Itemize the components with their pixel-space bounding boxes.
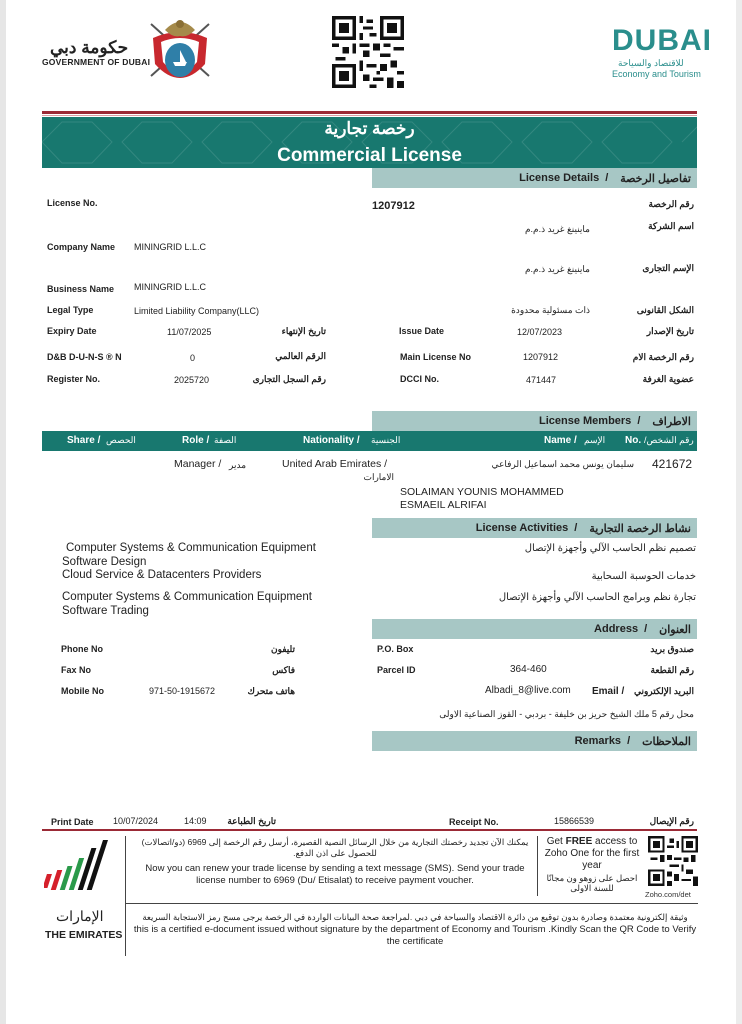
- license-qr-code-icon: [332, 16, 404, 88]
- parcel-value: 364-460: [510, 664, 547, 675]
- duns-label: D&B D-U-N-S ® N: [47, 352, 122, 362]
- the-emirates-logo-icon: [44, 840, 114, 900]
- po-box-label: P.O. Box: [377, 644, 414, 654]
- members-table-header: [42, 431, 697, 451]
- page-edge-right: [736, 0, 742, 1024]
- expiry-date-label: Expiry Date: [47, 326, 97, 336]
- company-name-label: Company Name: [47, 242, 116, 252]
- section-separator: /: [627, 735, 631, 747]
- register-no-value: 2025720: [174, 375, 210, 385]
- license-no-value: 1207912: [372, 200, 415, 212]
- phone-ar: تليفون: [270, 644, 295, 654]
- member-nationality-ar: الامارات: [363, 472, 394, 482]
- license-no-ar: رقم الرخصة: [648, 199, 694, 209]
- mobile-value: 971-50-1915672: [149, 686, 216, 696]
- section-address: [372, 619, 697, 639]
- section-title-en: License Members: [538, 415, 632, 427]
- legal-type-value: Limited Liability Company(LLC): [134, 306, 260, 316]
- col-share-en: Share /: [67, 435, 101, 446]
- mobile-ar: هاتف متحرك: [247, 686, 295, 696]
- col-name-ar: الإسم: [584, 435, 606, 445]
- parcel-label: Parcel ID: [377, 665, 416, 675]
- business-name-value-ar: ماينينغ غريد ذ.م.م: [524, 264, 590, 274]
- fax-ar: فاكس: [272, 665, 295, 675]
- company-name-value-ar: ماينينغ غريد ذ.م.م: [524, 224, 590, 234]
- main-license-value: 1207912: [523, 352, 559, 362]
- expiry-date-ar: تاريخ الإنتهاء: [281, 326, 326, 336]
- receipt-label: Receipt No.: [449, 817, 499, 827]
- col-no-en: No.: [625, 435, 642, 446]
- member-name-en-line1: SOLAIMAN YOUNIS MOHAMMED: [400, 486, 564, 498]
- zoho-offer-arabic: احصل على زوهو ون مجانًا للسنة الاولى: [546, 873, 638, 893]
- section-title-ar: الاطراف: [652, 415, 691, 428]
- dubai-emblem-icon: [145, 16, 215, 88]
- footer-horizontal-divider: [126, 903, 698, 904]
- gov-dubai-english: GOVERNMENT OF DUBAI: [42, 57, 151, 67]
- header-divider-thin: [42, 115, 697, 116]
- company-name-ar: اسم الشركة: [648, 221, 694, 231]
- section-title-en: License Details: [519, 172, 600, 184]
- member-role-ar: مدير: [229, 460, 247, 470]
- section-separator: /: [605, 172, 609, 184]
- member-name-ar: سليمان يونس محمد اسماعيل الرفاعي: [491, 459, 634, 469]
- company-name-value: MININGRID L.L.C: [134, 242, 207, 252]
- phone-label: Phone No: [61, 644, 103, 654]
- issue-date-label: Issue Date: [399, 326, 445, 336]
- receipt-value: 15866539: [554, 816, 595, 826]
- main-license-label: Main License No: [400, 352, 472, 362]
- activity-en-line1: Computer Systems & Communication Equipment: [66, 542, 316, 554]
- section-remarks: [372, 731, 697, 751]
- zoho-divider: [537, 836, 538, 896]
- section-title-en: Address: [594, 623, 639, 635]
- duns-ar: الرقم العالمي: [275, 351, 326, 361]
- business-name-ar: الإسم التجارى: [642, 263, 694, 273]
- col-role-ar: الصفة: [214, 435, 237, 445]
- activity-ar: تجارة نظم وبرامج الحاسب الآلي وأجهزة الإتصال: [498, 592, 696, 603]
- dubai-economy-arabic: للاقتصاد والسياحة: [618, 58, 684, 68]
- activity-en-line1: Cloud Service & Datacenters Providers: [62, 569, 262, 581]
- legal-type-ar: الشكل القانونى: [636, 305, 694, 315]
- page-edge-left: [0, 0, 6, 1024]
- section-separator: /: [574, 522, 578, 534]
- footer-vertical-divider: [125, 836, 126, 956]
- zoho-offer-bold: FREE: [565, 836, 593, 847]
- sms-notice-english: Now you can renew your trade license by sending a text message (SMS). Send your trade license number to 6969 (Du/ Etisalat) to receive payment voucher.: [145, 863, 525, 886]
- address-line-ar: محل رقم 5 ملك الشيخ حريز بن خليفة - بردبي - القوز الصناعية الاولى: [439, 709, 694, 719]
- title-banner: [42, 117, 697, 168]
- po-box-ar: صندوق بريد: [650, 644, 694, 654]
- member-role-en: Manager /: [174, 458, 222, 470]
- col-nationality-ar: الجنسية: [371, 435, 401, 445]
- col-share-ar: الحصص: [106, 435, 136, 445]
- email-ar: البريد الإلكتروني: [633, 686, 694, 696]
- col-name-en: Name /: [544, 435, 577, 446]
- zoho-qr-code-icon: [648, 836, 698, 886]
- dubai-economy-english: Economy and Tourism: [612, 69, 701, 79]
- header-divider: [42, 111, 697, 114]
- zoho-offer-pre: Get: [546, 836, 566, 847]
- section-license-activities: [372, 518, 697, 538]
- section-title-ar: تفاصيل الرخصة: [620, 172, 691, 185]
- col-nationality-en: Nationality /: [303, 435, 360, 446]
- print-time-value: 14:09: [184, 816, 207, 826]
- activity-ar: خدمات الحوسبة السحابية: [591, 571, 696, 582]
- register-no-ar: رقم السجل التجارى: [252, 374, 326, 384]
- certificate-notice-english: this is a certified e-document issued without signature by the department of Economy and Tourism .Kindly Scan the QR Code to Verify the certificate: [133, 924, 697, 947]
- banner-title-english: Commercial License: [277, 145, 462, 166]
- expiry-date-value: 11/07/2025: [167, 327, 212, 337]
- print-date-value: 10/07/2024: [113, 816, 159, 826]
- section-title-ar: نشاط الرخصة التجارية: [589, 522, 691, 535]
- emirates-english: THE EMIRATES: [45, 929, 123, 941]
- business-name-value: MININGRID L.L.C: [134, 282, 207, 292]
- zoho-offer-post: access to Zoho One for the first year: [544, 836, 640, 871]
- section-title-en: License Activities: [475, 522, 569, 534]
- print-date-ar: تاريخ الطباعة: [227, 816, 276, 826]
- banner-title-arabic: رخصة تجارية: [324, 119, 415, 138]
- dcci-ar: عضوية الغرفة: [642, 374, 694, 384]
- receipt-ar: رقم الإيصال: [649, 816, 694, 826]
- email-value: Albadi_8@live.com: [485, 685, 571, 696]
- member-name-en-line2: ESMAEIL ALRIFAI: [400, 499, 487, 511]
- col-role-en: Role /: [182, 435, 210, 446]
- activity-en-line1: Computer Systems & Communication Equipment: [62, 591, 312, 603]
- section-separator: /: [644, 623, 648, 635]
- print-date-label: Print Date: [51, 817, 94, 827]
- activity-ar: تصميم نظم الحاسب الآلي وأجهزة الإتصال: [524, 543, 696, 554]
- emirates-arabic: الإمارات: [56, 908, 104, 924]
- section-license-members: [372, 411, 697, 431]
- dubai-economy-logo: DUBAI: [612, 24, 712, 57]
- dcci-value: 471447: [526, 375, 557, 385]
- member-nationality-en: United Arab Emirates /: [282, 458, 388, 470]
- section-title-ar: العنوان: [659, 623, 691, 636]
- legal-type-label: Legal Type: [47, 305, 94, 315]
- sms-notice-arabic: يمكنك الآن تجديد رخصتك التجارية من خلال الرسائل النصية القصيرة، أرسل رقم الرخصة إلى 6969 (دو/اتصالات) للحصول على اذن الدفع.: [141, 837, 529, 858]
- main-license-ar: رقم الرخصة الام: [632, 352, 694, 362]
- business-name-label: Business Name: [47, 284, 115, 294]
- duns-value: 0: [190, 353, 196, 363]
- fax-label: Fax No: [61, 665, 92, 675]
- section-license-details: [372, 168, 697, 188]
- gov-dubai-arabic: حكومة دبي: [50, 38, 129, 57]
- activity-en-line2: Software Trading: [62, 605, 149, 617]
- legal-type-value-ar: ذات مسئولية محدودة: [511, 305, 590, 315]
- mobile-label: Mobile No: [61, 686, 104, 696]
- certificate-notice-arabic: وثيقة إلكترونية معتمدة وصادرة بدون توقيع من دائرة الاقتصاد والسياحة في دبي .لمراجعة صحة البيانات الواردة في الرخصة يرجى مسح رمز الاستجابة السريعة: [142, 912, 688, 922]
- section-separator: /: [637, 415, 641, 427]
- footer-divider: [42, 829, 697, 831]
- section-title-ar: الملاحظات: [642, 735, 691, 748]
- issue-date-value: 12/07/2023: [517, 327, 563, 337]
- section-title-en: Remarks: [574, 735, 622, 747]
- activity-en-line2: Software Design: [62, 556, 147, 568]
- email-label: Email /: [592, 686, 625, 697]
- col-no-ar: رقم الشخص/: [644, 435, 694, 445]
- zoho-offer: [542, 836, 642, 872]
- member-no: 421672: [652, 457, 693, 471]
- zoho-url[interactable]: Zoho.com/det: [645, 890, 691, 899]
- license-no-label: License No.: [47, 198, 98, 208]
- dcci-label: DCCI No.: [400, 374, 439, 384]
- issue-date-ar: تاريخ الإصدار: [646, 326, 694, 336]
- register-no-label: Register No.: [47, 374, 101, 384]
- parcel-ar: رقم القطعة: [650, 665, 694, 675]
